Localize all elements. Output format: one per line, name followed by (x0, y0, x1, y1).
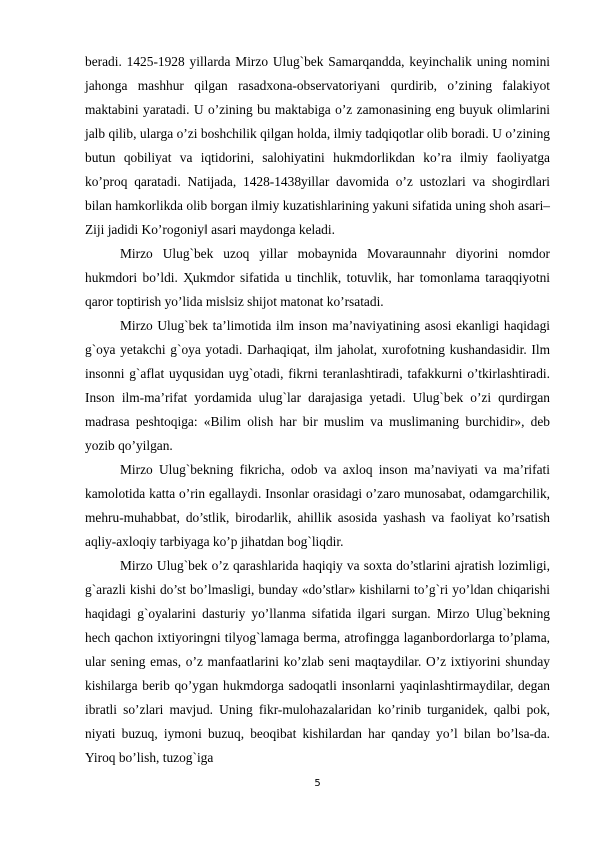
paragraph-ulugbek-knowledge: Mirzo Ulug`bek ta’limotida ilm inson ma’naviyatining asosi ekanligi haqidagi g`oya yetakchi g`oya yotadi. Darhaqiqat, ilm jaholat, xurofotning kushandasidir. Ilm insonni g`aflat uyqusidan uyg`otadi, fikrni teranlashtiradi, tafakkurni o’tkirlashtiradi. Inson ilm-ma’rifat yordamida ulug`lar darajasiga yetadi. Ulug`bek o’zi qurdirgan madrasa peshtoqiga: «Bilim olish har bir muslim va muslimaning burchidir», deb yozib qo’yilgan. (85, 318, 550, 453)
paragraph-ulugbek-ethics: Mirzo Ulug`bekning fikricha, odob va axloq inson ma’naviyati va ma’rifati kamolotida katta o’rin egallaydi. Insonlar orasidagi o’zaro munosabat, odamgarchilik, mehru-muhabbat, do’stlik, birodarlik, ahillik asosida yashash va faoliyat ko’rsatish aqliy-axloqiy tarbiyaga ko’p jihatdan bog`liqdir. (85, 462, 550, 549)
body-text (85, 50, 550, 770)
paragraph-ulugbek-ruler: Mirzo Ulug`bek uzoq yillar mobaynida Movaraunnahr diyorini nomdor hukmdori bo’ldi. Ҳukmdor sifatida u tinchlik, totuvlik, har tomonlama taraqqiyotni qaror toptirish yo’lida mislsiz shijot matonat ko’rsatadi. (85, 246, 550, 309)
paragraph-continuation: beradi. 1425-1928 yillarda Mirzo Ulug`bek Samarqandda, keyinchalik uning nomini jahonga mashhur qilgan rasadxona-observatoriyani qurdirib, o’zining falakiyot maktabini yaratadi. U o’zining bu maktabiga o’z zamonasining eng buyuk olimlarini jalb qilib, ularga o’zi boshchilik qilgan holda, ilmiy tadqiqotlar olib boradi. U o’zining butun qobiliyat va iqtidorini, salohiyatini hukmdorlikdan ko’ra ilmiy faoliyatga ko’proq qaratadi. Natijada, 1428-1438yillar davomida o’z ustozlari va shogirdlari bilan hamkorlikda olib borgan ilmiy kuzatishlarining yakuni sifatida uning shoh asari–Ziji jadidi Ko’rogoniy‖ asari maydonga keladi. (85, 54, 550, 237)
page-number: 5 (314, 778, 321, 789)
paragraph-ulugbek-friendship: Mirzo Ulug`bek o’z qarashlarida haqiqiy va soxta do’stlarini ajratish lozimligi, g`arazli kishi do’st bo’lmasligi, bunday «do’stlar» kishilarni to’g`ri yo’ldan chiqarishi haqidagi g`oyalarini dasturiy yo’llanma sifatida ilgari surgan. Mirzo Ulug`bekning hech qachon ixtiyoringni tilyog`lamaga berma, atrofingga laganbordorlarga to’plama, ular sening emas, o’z manfaatlarini ko’zlab seni maqtaydilar. O’z ixtiyorini shunday kishilarga berib qo’ygan hukmdorga sadoqatli insonlarni yaqinlashtirmaydilar, degan ibratli so’zlari mavjud. Uning fikr-mulohazalaridan ko’rinib turganidek, qalbi pok, niyati buzuq, iymoni buzuq, beoqibat kishilardan har qanday yo’l bilan bo’lsa-da. Yiroq bo’lish, tuzog`iga (85, 558, 550, 765)
